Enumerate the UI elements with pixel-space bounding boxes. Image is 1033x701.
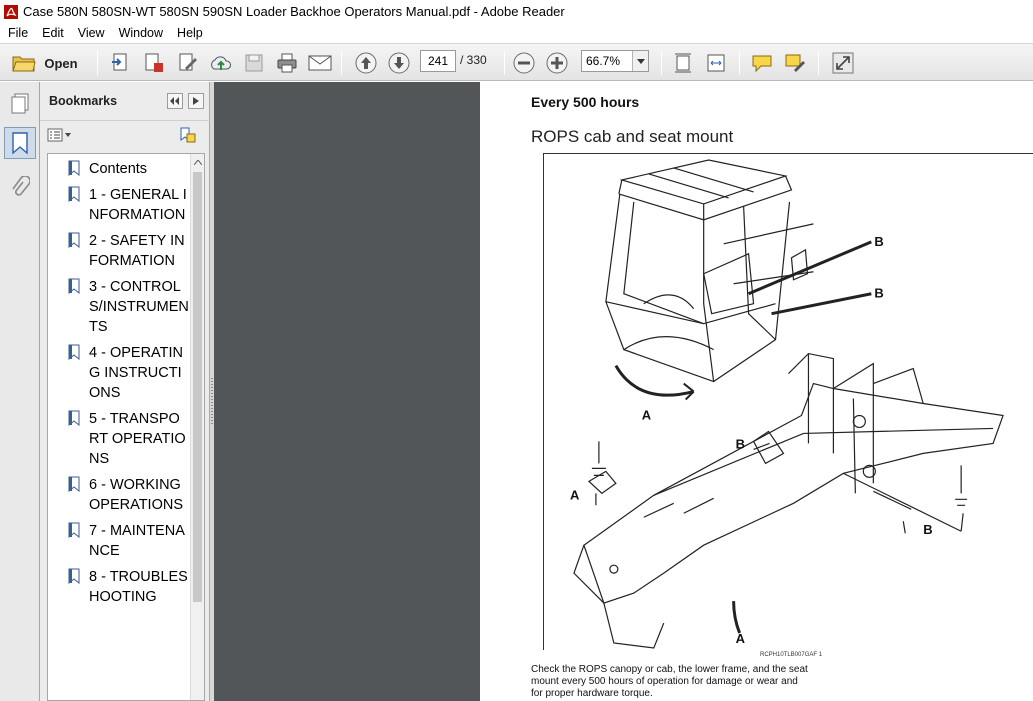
menu-bar [0, 23, 1033, 43]
bookmark-label: 8 - TROUBLESHOOTING [89, 569, 188, 605]
create-pdf-button[interactable] [108, 51, 134, 75]
page-thumbnails-icon [9, 92, 31, 116]
bookmark-label: 3 - CONTROLS/INSTRUMENTS [89, 279, 189, 335]
bookmarks-scrollbar[interactable] [190, 154, 204, 701]
open-folder-icon [12, 53, 36, 73]
share-cloud-icon [209, 52, 233, 74]
document-viewport[interactable] [214, 82, 1033, 701]
menu-view[interactable]: View [77, 26, 105, 40]
sign-button[interactable] [175, 51, 201, 75]
fit-page-icon [673, 52, 693, 74]
scrollbar-thumb[interactable] [193, 172, 202, 602]
scroll-up-button[interactable] [191, 156, 204, 168]
figure-label-b2: B [874, 285, 884, 301]
bookmark-item[interactable] [48, 277, 194, 337]
menu-file[interactable]: File [8, 26, 29, 40]
email-icon [308, 54, 332, 72]
save-button[interactable] [241, 51, 267, 75]
zoom-value: 66.7% [586, 54, 621, 68]
zoom-out-icon [513, 52, 535, 74]
bookmark-item[interactable] [48, 567, 194, 607]
bookmark-icon [68, 410, 80, 426]
cab-roof [622, 160, 786, 204]
fit-page-button[interactable] [670, 51, 696, 75]
figure-code: RCPH10TLB007GAF 1 [760, 652, 823, 658]
rops-cab-figure [543, 153, 1033, 650]
convert-icon [143, 52, 165, 74]
bookmarks-button[interactable] [4, 127, 36, 159]
chevron-up-icon [194, 160, 202, 165]
bookmark-icon [68, 476, 80, 492]
bookmark-label: 7 - MAINTENANCE [89, 523, 185, 559]
bookmark-label: 5 - TRANSPORT OPERATIONS [89, 411, 186, 467]
share-button[interactable] [208, 51, 234, 75]
title-bar [0, 0, 1033, 23]
open-label: Open [44, 55, 78, 71]
bookmark-item[interactable] [48, 185, 194, 225]
convert-button[interactable] [141, 51, 167, 75]
bookmark-label: 1 - GENERAL INFORMATION [89, 187, 187, 223]
fullscreen-icon [832, 52, 854, 74]
next-page-icon [388, 52, 410, 74]
menu-edit[interactable]: Edit [42, 26, 64, 40]
highlight-button[interactable] [782, 51, 808, 75]
bookmarks-tools [40, 120, 210, 150]
email-button[interactable] [306, 51, 334, 75]
bookmark-label: 2 - SAFETY INFORMATION [89, 233, 185, 269]
page-body-text: Check the ROPS canopy or cab, the lower frame, and the seat mount every 500 hours of operation for damage or wear and for proper hardware torque. [531, 664, 808, 699]
bookmarks-icon [10, 131, 30, 155]
zoom-out-button[interactable] [511, 51, 537, 75]
bookmark-item[interactable] [48, 159, 194, 179]
collapse-panel-button[interactable] [167, 93, 183, 109]
figure-label-b1: B [874, 233, 884, 249]
toolbar [0, 43, 1033, 81]
previous-page-button[interactable] [353, 51, 379, 75]
figure-label-b3: B [735, 436, 745, 452]
bookmark-item[interactable] [48, 343, 194, 403]
print-icon [276, 53, 298, 73]
bookmark-icon [68, 186, 80, 202]
zoom-in-button[interactable] [544, 51, 570, 75]
bookmarks-panel [40, 82, 210, 701]
bookmark-item[interactable] [48, 475, 194, 515]
options-menu-icon [47, 127, 73, 143]
bookmark-label: 4 - OPERATING INSTRUCTIONS [89, 345, 183, 401]
print-button[interactable] [273, 51, 301, 75]
chevron-right-icon [193, 97, 199, 105]
bookmark-options-button[interactable] [47, 127, 73, 146]
bookmark-label: Contents [89, 161, 148, 177]
highlight-icon [784, 52, 806, 74]
bookmark-item[interactable] [48, 231, 194, 271]
bookmark-icon [68, 278, 80, 294]
fit-width-icon [705, 52, 727, 74]
figure-label-a3: A [735, 631, 745, 647]
sign-icon [177, 52, 199, 74]
document-page [480, 82, 1033, 701]
bookmark-icon [68, 344, 80, 360]
zoom-in-icon [546, 52, 568, 74]
fit-width-button[interactable] [703, 51, 729, 75]
chevron-down-icon [637, 59, 645, 64]
bookmark-icon [68, 568, 80, 584]
expand-bookmark-button[interactable] [178, 126, 196, 147]
comment-icon [751, 53, 773, 73]
page-thumbnails-button[interactable] [4, 88, 36, 120]
figure-label-a1: A [641, 407, 652, 423]
page-total: / 330 [460, 53, 487, 67]
menu-window[interactable]: Window [118, 26, 164, 40]
page-heading: Every 500 hours [531, 94, 640, 110]
double-chevron-left-icon [170, 97, 180, 105]
prev-page-icon [355, 52, 377, 74]
zoom-dropdown[interactable] [632, 51, 648, 71]
page-number-input[interactable]: 241 [420, 50, 456, 72]
bookmarks-list [47, 153, 205, 701]
attachments-icon [10, 176, 30, 200]
bookmark-icon [68, 232, 80, 248]
bookmark-item[interactable] [48, 409, 194, 469]
comment-button[interactable] [749, 51, 775, 75]
window-title: Case 580N 580SN-WT 580SN 590SN Loader Backhoe Operators Manual.pdf - Adobe Reader [23, 4, 565, 19]
attachments-button[interactable] [4, 172, 36, 204]
find-bookmark-icon [178, 126, 196, 144]
menu-help[interactable]: Help [177, 26, 203, 40]
bookmark-icon [68, 522, 80, 538]
save-icon [244, 53, 264, 73]
zoom-select[interactable] [581, 50, 649, 72]
fullscreen-button[interactable] [829, 51, 857, 75]
page-subheading: ROPS cab and seat mount [531, 127, 734, 146]
bookmark-label: 6 - WORKING OPERATIONS [89, 477, 183, 513]
bookmarks-header [40, 82, 210, 120]
adobe-reader-icon [3, 4, 19, 20]
bookmark-item[interactable] [48, 521, 194, 561]
figure-label-a2: A [569, 487, 580, 503]
figure-label-b4: B [923, 522, 933, 538]
create-pdf-icon [110, 52, 132, 74]
navigation-rail [0, 82, 40, 701]
bookmark-icon [68, 160, 80, 176]
next-page-button[interactable] [386, 51, 412, 75]
bookmarks-title: Bookmarks [49, 94, 118, 108]
open-button[interactable] [8, 51, 82, 75]
panel-forward-button[interactable] [188, 93, 204, 109]
